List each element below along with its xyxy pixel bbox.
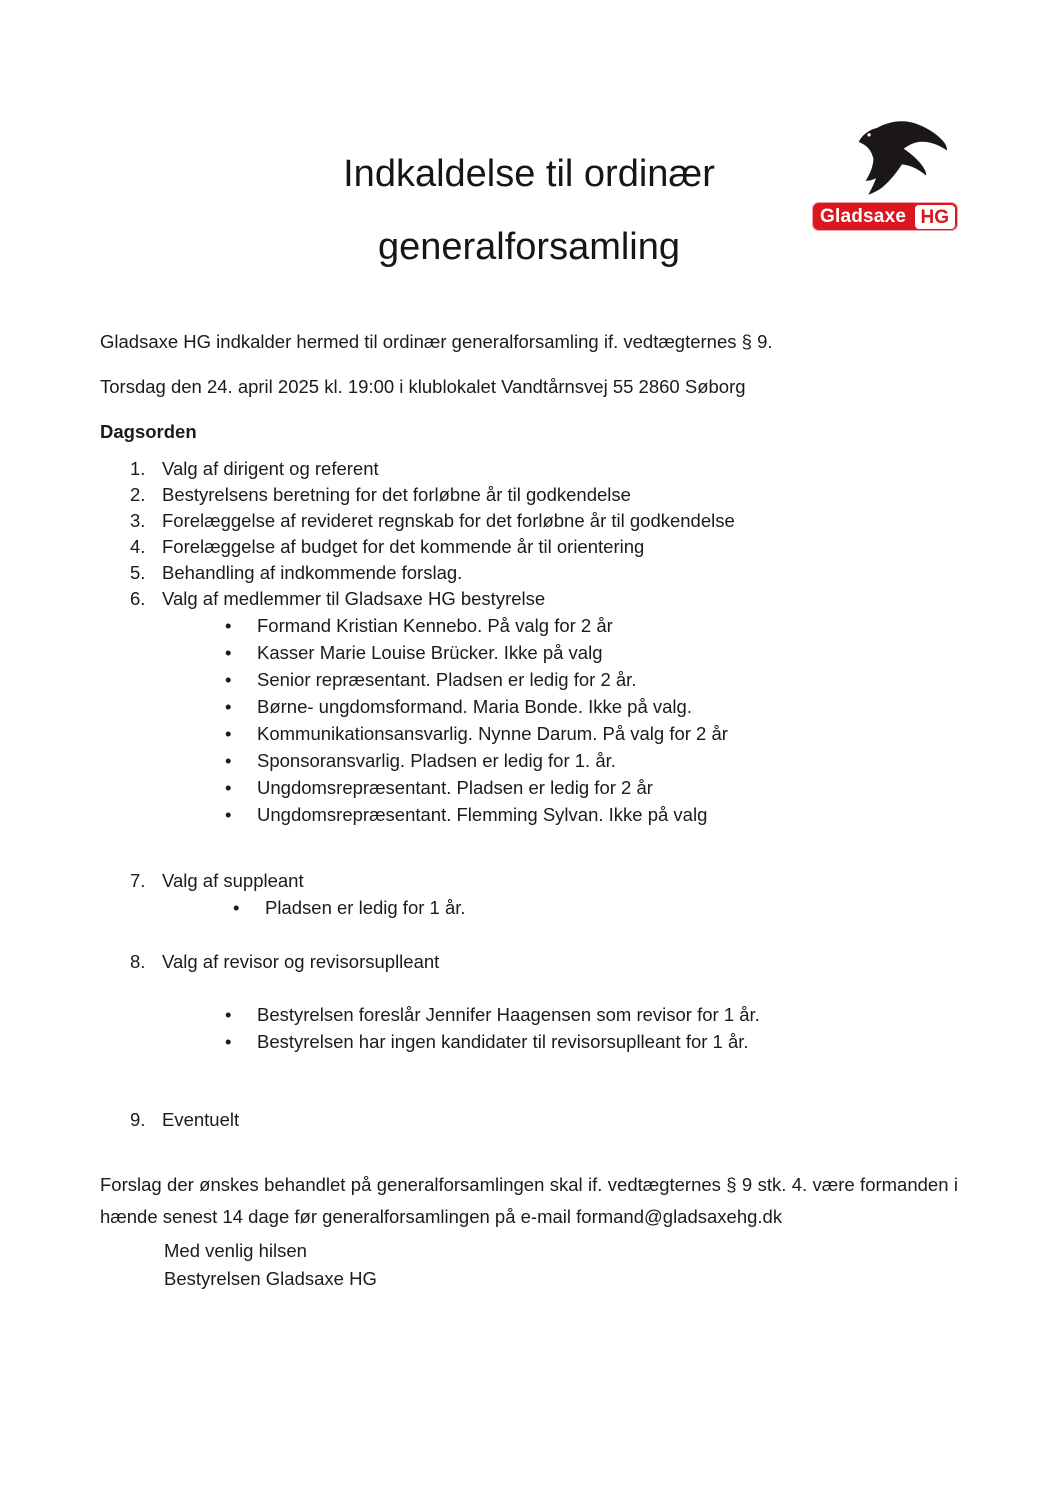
agenda-item-text: Eventuelt — [162, 1109, 240, 1130]
intro-paragraph: Gladsaxe HG indkalder hermed til ordinær generalforsamling if. vedtægternes § 9. — [100, 331, 773, 352]
agenda-item-number: 7. — [130, 870, 146, 891]
agenda-item-text: Bestyrelsens beretning for det forløbne år til godkendelse — [162, 484, 631, 505]
bullet-icon: • — [225, 696, 232, 717]
list-item-revisor: • Bestyrelsen foreslår Jennifer Haagensen som revisor for 1 år. — [100, 1001, 958, 1028]
agenda-item-7 — [100, 868, 958, 894]
agenda-item-5 — [100, 560, 958, 586]
board-candidates-list — [100, 612, 958, 828]
agenda-item-4 — [100, 534, 958, 560]
logo-name-text: Gladsaxe — [820, 206, 907, 227]
agenda-item-number: 5. — [130, 562, 146, 583]
signoff-greeting: Med venlig hilsen — [164, 1240, 307, 1261]
agenda-item-number: 2. — [130, 484, 146, 505]
agenda-item-3 — [100, 508, 958, 534]
bullet-icon: • — [225, 750, 232, 771]
revisor-list — [100, 1001, 958, 1055]
logo-hg-badge: HG — [915, 205, 956, 229]
agenda-item-text: Valg af revisor og revisorsuplleant — [162, 951, 440, 972]
agenda-item-6 — [100, 586, 958, 612]
agenda-item-1 — [100, 456, 958, 482]
bullet-icon: • — [225, 723, 232, 744]
signoff-block — [164, 1237, 958, 1293]
proposals-deadline-paragraph: Forslag der ønskes behandlet på generalforsamlingen skal if. vedtægternes § 9 stk. 4. være formanden i hænde senest 14 dage før generalforsamlingen på e-mail formand@gladsaxehg.dk — [100, 1174, 958, 1227]
list-item-kasser: • Kasser Marie Louise Brücker. Ikke på valg — [100, 639, 958, 666]
list-item-boerne-ungdom: • Børne- ungdomsformand. Maria Bonde. Ikke på valg. — [100, 693, 958, 720]
signoff-sender: Bestyrelsen Gladsaxe HG — [164, 1268, 377, 1289]
bullet-icon: • — [225, 804, 232, 825]
agenda-item-text: Valg af medlemmer til Gladsaxe HG bestyrelse — [162, 588, 546, 609]
agenda-item-text: Behandling af indkommende forslag. — [162, 562, 463, 583]
bullet-icon: • — [225, 1031, 232, 1052]
agenda-heading: Dagsorden — [100, 421, 197, 442]
agenda-list — [100, 456, 958, 1133]
agenda-item-2 — [100, 482, 958, 508]
agenda-item-number: 8. — [130, 951, 146, 972]
list-item-formand: • Formand Kristian Kennebo. På valg for 2 år — [100, 612, 958, 639]
agenda-item-text: Forelæggelse af revideret regnskab for det forløbne år til godkendelse — [162, 510, 735, 531]
agenda-item-text: Forelæggelse af budget for det kommende år til orientering — [162, 536, 645, 557]
bullet-icon: • — [225, 615, 232, 636]
agenda-item-number: 1. — [130, 458, 146, 479]
suppleant-list — [100, 894, 958, 921]
agenda-item-number: 4. — [130, 536, 146, 557]
document-title-line1: Indkaldelse til ordinær — [343, 153, 715, 195]
agenda-item-9 — [100, 1107, 958, 1133]
swallow-bird-icon — [850, 110, 954, 198]
agenda-item-text: Valg af suppleant — [162, 870, 304, 891]
bullet-icon: • — [225, 669, 232, 690]
list-item-senior: • Senior repræsentant. Pladsen er ledig for 2 år. — [100, 666, 958, 693]
list-item-ungdomsrep-1: • Ungdomsrepræsentant. Pladsen er ledig for 2 år — [100, 774, 958, 801]
agenda-item-text: Valg af dirigent og referent — [162, 458, 379, 479]
gladsaxe-hg-logo — [812, 110, 958, 231]
agenda-item-number: 6. — [130, 588, 146, 609]
document-title-line2: generalforsamling — [377, 226, 681, 268]
logo-banner — [812, 202, 958, 231]
list-item-kommunikation: • Kommunikationsansvarlig. Nynne Darum. På valg for 2 år — [100, 720, 958, 747]
bullet-icon: • — [233, 897, 240, 918]
agenda-item-number: 3. — [130, 510, 146, 531]
bullet-icon: • — [225, 777, 232, 798]
bullet-icon: • — [225, 642, 232, 663]
meeting-datetime-paragraph: Torsdag den 24. april 2025 kl. 19:00 i klublokalet Vandtårnsvej 55 2860 Søborg — [100, 376, 746, 397]
list-item-revisorsuppleant: • Bestyrelsen har ingen kandidater til revisorsuplleant for 1 år. — [100, 1028, 958, 1055]
list-item-ungdomsrep-2: • Ungdomsrepræsentant. Flemming Sylvan. Ikke på valg — [100, 801, 958, 828]
list-item-suppleant: • Pladsen er ledig for 1 år. — [100, 894, 958, 921]
agenda-item-number: 9. — [130, 1109, 146, 1130]
list-item-sponsor: • Sponsoransvarlig. Pladsen er ledig for 1. år. — [100, 747, 958, 774]
agenda-item-8 — [100, 949, 958, 975]
bullet-icon: • — [225, 1004, 232, 1025]
